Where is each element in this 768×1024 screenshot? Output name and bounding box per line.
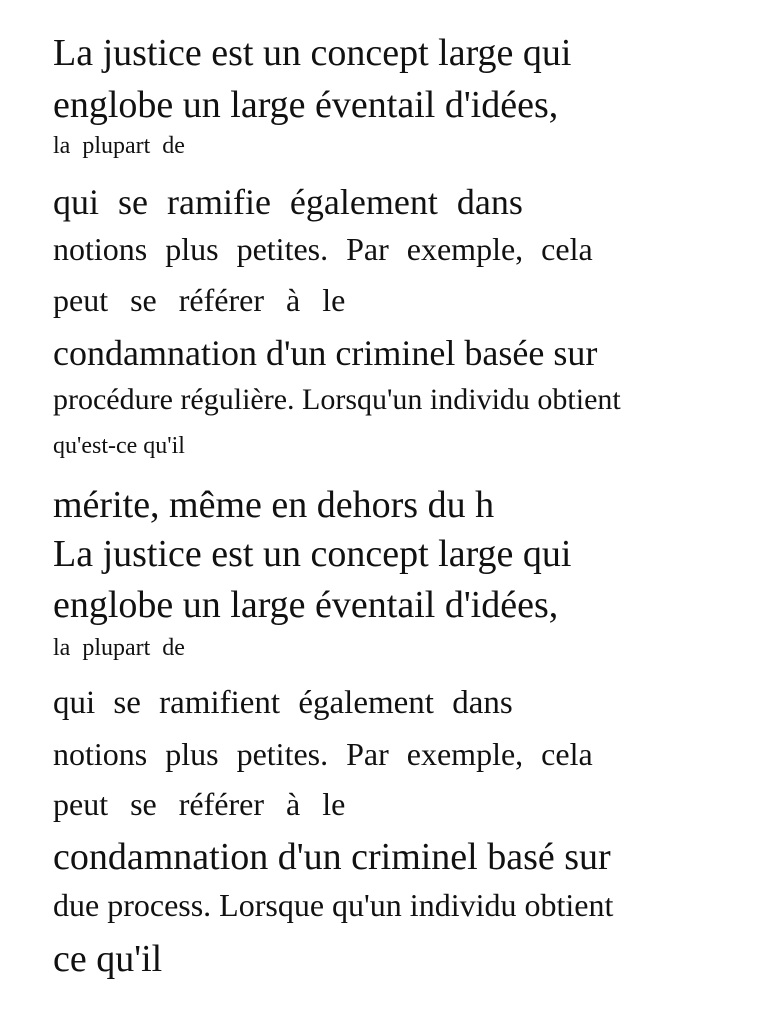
text-line: englobe un large éventail d'idées, [53,84,559,126]
text-line: condamnation d'un criminel basée sur [53,333,598,373]
text-line: peut se référer à le [53,282,346,318]
text-line: peut se référer à le [53,786,346,822]
text-line: condamnation d'un criminel basé sur [53,836,611,878]
text-line: la plupart de [53,133,185,159]
text-line: La justice est un concept large qui [53,32,572,74]
text-line: mérite, même en dehors du h [53,484,495,526]
text-line: qui se ramifie également dans [53,182,523,222]
text-line: notions plus petites. Par exemple, cela [53,736,593,772]
text-line: la plupart de [53,635,185,661]
text-line: procédure régulière. Lorsqu'un individu obtient [53,383,621,416]
text-line: qu'est-ce qu'il [53,433,185,459]
text-line: notions plus petites. Par exemple, cela [53,231,593,267]
text-line: englobe un large éventail d'idées, [53,584,559,626]
text-line: qui se ramifient également dans [53,685,513,721]
text-line: due process. Lorsque qu'un individu obtient [53,887,614,923]
text-line: ce qu'il [53,938,163,980]
text-line: La justice est un concept large qui [53,533,572,575]
